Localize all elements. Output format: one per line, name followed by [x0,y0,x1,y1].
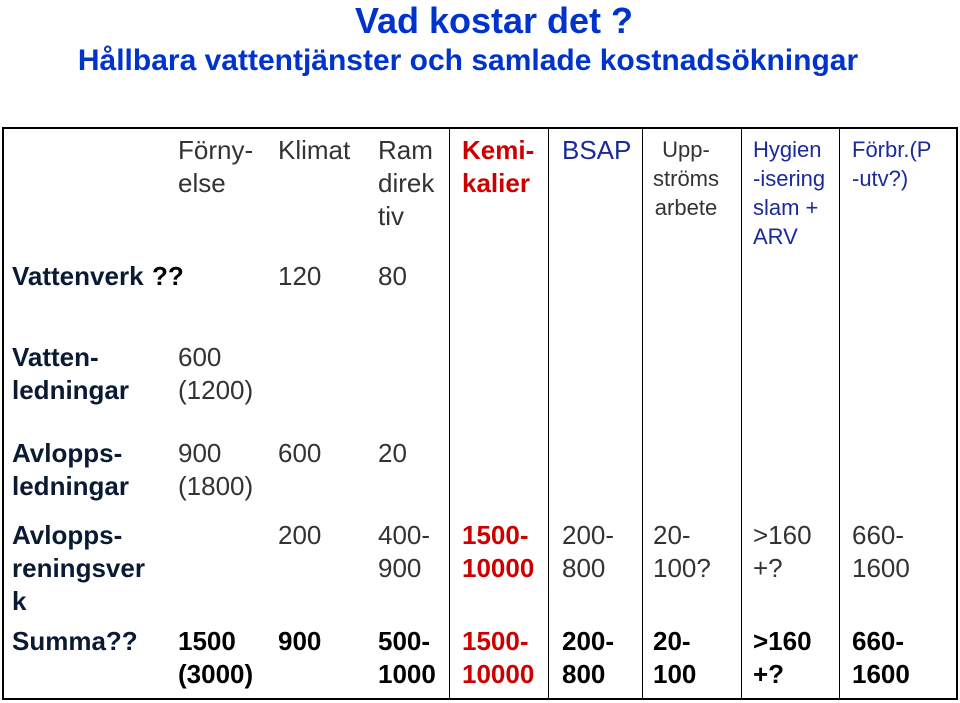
cell-summa-bsap: 200- 800 [562,626,615,689]
cell-summa-forbr: 660- 1600 [852,626,910,689]
page-title: Vad kostar det ? [354,0,634,41]
row-label-avloppsledningar: Avlopps- ledningar [12,438,130,501]
header-kemikalier: Kemi- kalier [462,135,535,198]
cell-summa-kemikalier: 1500- 10000 [462,626,535,689]
header-klimat: Klimat [278,135,351,165]
cell-summa-uppstroms: 20- 100 [653,626,697,689]
page-subtitle: Hållbara vattentjänster och samlade kostnadsökningar [77,44,859,77]
row-label-summa: Summa?? [12,626,138,656]
cell-avloppsledningar-klimat: 600 [278,438,322,468]
cell-summa-ramdirektiv: 500- 1000 [378,626,436,689]
cell-arv-klimat: 200 [278,520,322,550]
cell-avloppsledningar-ramdirektiv: 20 [378,438,407,468]
column-divider [449,129,450,698]
row-label-vattenledningar: Vatten- ledningar [12,342,130,405]
cell-vattenledningar-fornyelse: 600 (1200) [178,342,254,405]
cell-vattenverk-ramdirektiv: 80 [378,261,407,291]
cell-arv-hygien: >160 +? [753,520,812,583]
cell-summa-klimat: 900 [278,626,322,656]
column-divider [741,129,742,698]
header-hygien: Hygien -isering slam + ARV [753,137,826,249]
cell-vattenverk-klimat: 120 [278,261,322,291]
cell-arv-ramdirektiv: 400- 900 [378,520,431,583]
cell-arv-forbr: 660- 1600 [852,520,910,583]
cell-summa-fornyelse: 1500 (3000) [178,626,254,689]
cell-vattenverk-fornyelse: ?? [152,261,184,291]
cell-summa-hygien: >160 +? [753,626,812,689]
cell-avloppsledningar-fornyelse: 900 (1800) [178,438,254,501]
column-divider [548,129,549,698]
column-divider [642,129,643,698]
cell-arv-bsap: 200- 800 [562,520,615,583]
row-label-avloppsreningsverk: Avlopps- reningsver k [12,520,145,616]
header-fornyelse: Förny- else [178,135,254,198]
header-bsap: BSAP [562,135,632,165]
cell-arv-uppstroms: 20- 100? [653,520,711,583]
column-divider [839,129,840,698]
header-ramdirektiv: Ram direk tiv [378,135,435,231]
header-forbr: Förbr.(P -utv?) [852,137,932,191]
header-uppstroms: Upp- ströms arbete [653,137,719,220]
cell-arv-kemikalier: 1500- 10000 [462,520,535,583]
row-label-vattenverk: Vattenverk [12,261,144,291]
